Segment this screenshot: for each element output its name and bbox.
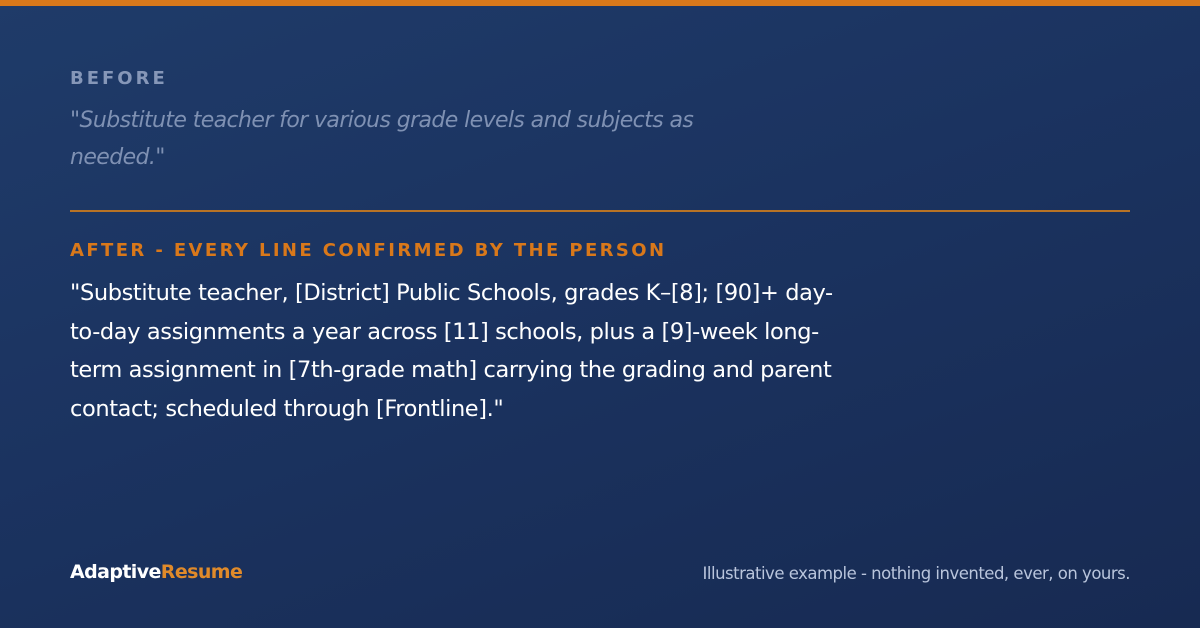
after-label: AFTER - EVERY LINE CONFIRMED BY THE PERSON (70, 240, 667, 261)
divider (70, 210, 1130, 212)
after-text: "Substitute teacher, [District] Public Schools, grades K–[8]; [90]+ day-to-day assignments a year across [11] schools, plus a [9]-week long-term assignment in [7th-grade math] carrying the grading and parent contact; scheduled through [Frontline]." (70, 280, 833, 422)
before-label: BEFORE (70, 68, 168, 89)
brand-logo-part1: Adaptive (70, 561, 161, 583)
brand-logo-part2: Resume (160, 561, 243, 583)
brand-logo (70, 561, 242, 583)
before-text: "Substitute teacher for various grade levels and subjects as needed." (70, 108, 694, 170)
accent-top-bar (0, 0, 1200, 6)
footer-note: Illustrative example - nothing invented, ever, on yours. (702, 564, 1130, 583)
